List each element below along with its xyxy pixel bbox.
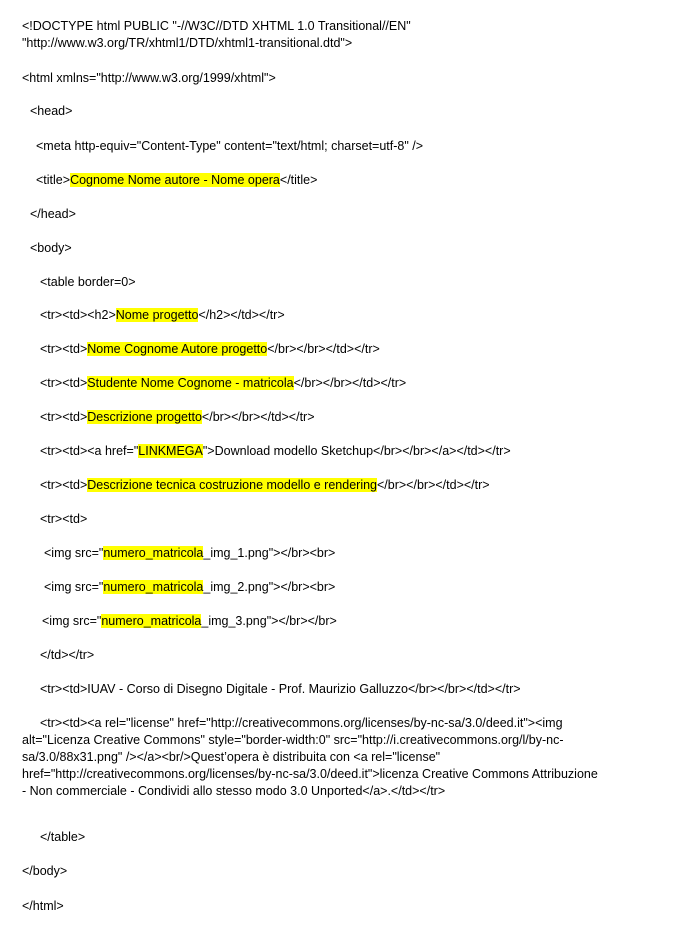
code-text: <tr><td> — [40, 342, 88, 356]
code-text: </br></br></td></tr> — [267, 342, 380, 356]
code-text: </h2></td></tr> — [198, 308, 285, 322]
code-line — [36, 172, 317, 188]
code-line — [40, 715, 563, 731]
code-line — [30, 240, 72, 256]
code-text: <tr><td> — [40, 376, 88, 390]
code-text: </html> — [22, 899, 64, 913]
code-line — [22, 783, 445, 799]
code-text: <tr><td><h2> — [40, 308, 116, 322]
code-text: <img src=" — [42, 614, 102, 628]
highlighted-text: Nome Cognome Autore progetto — [87, 342, 268, 356]
code-line — [40, 681, 521, 697]
code-text: <tr><td><a href=" — [40, 444, 139, 458]
code-text: _img_2.png"></br><br> — [203, 580, 336, 594]
code-text: <tr><td><a rel="license" href="http://creativecommons.org/licenses/by-nc-sa/3.0/deed.it"><img — [40, 716, 563, 730]
code-text: </td></tr> — [40, 648, 95, 662]
code-text: </br></br></td></tr> — [293, 376, 407, 390]
code-text: <head> — [30, 104, 73, 118]
highlighted-text: Cognome Nome autore - Nome opera — [70, 173, 280, 187]
code-text: </head> — [30, 207, 76, 221]
code-text: "http://www.w3.org/TR/xhtml1/DTD/xhtml1-transitional.dtd"> — [22, 36, 353, 50]
code-line — [40, 647, 94, 663]
code-line — [22, 749, 440, 765]
code-line — [30, 103, 72, 119]
code-line — [40, 341, 380, 357]
code-text: <meta http-equiv="Content-Type" content="text/html; charset=utf-8" /> — [36, 139, 424, 153]
code-line — [22, 863, 67, 879]
code-text: <img src=" — [44, 580, 104, 594]
code-text: <html xmlns="http://www.w3.org/1999/xhtml"> — [22, 71, 276, 85]
code-line — [22, 35, 352, 51]
code-text: <table border=0> — [40, 275, 136, 289]
code-text: <tr><td> — [40, 512, 88, 526]
code-line — [40, 511, 87, 527]
code-text: <img src=" — [44, 546, 104, 560]
code-line — [36, 138, 423, 154]
highlighted-text: Nome progetto — [115, 308, 199, 322]
code-text: _img_3.png"></br></br> — [201, 614, 337, 628]
code-text: <tr><td>IUAV - Corso di Disegno Digitale - Prof. Maurizio Galluzzo</br></br></td></tr> — [40, 682, 521, 696]
code-line — [40, 477, 490, 493]
code-text: </table> — [40, 830, 86, 844]
code-line — [40, 443, 511, 459]
code-line — [30, 206, 76, 222]
code-line — [40, 307, 285, 323]
code-line — [40, 274, 136, 290]
code-line — [22, 70, 276, 86]
highlighted-text: LINKMEGA — [138, 444, 203, 458]
code-text: - Non commerciale - Condividi allo stesso modo 3.0 Unported</a>.</td></tr> — [22, 784, 446, 798]
code-line — [22, 766, 598, 782]
highlighted-text: Studente Nome Cognome - matricola — [87, 376, 294, 390]
code-line — [40, 409, 315, 425]
highlighted-text: numero_matricola — [103, 580, 204, 594]
highlighted-text: Descrizione tecnica costruzione modello e rendering — [87, 478, 377, 492]
highlighted-text: Descrizione progetto — [87, 410, 202, 424]
code-text: </br></br></td></tr> — [201, 410, 315, 424]
highlighted-text: numero_matricola — [101, 614, 202, 628]
code-text: <tr><td> — [40, 478, 88, 492]
code-text: </body> — [22, 864, 68, 878]
code-text: alt="Licenza Creative Commons" style="border-width:0" src="http://i.creativecommons.org/l/by-nc- — [22, 733, 564, 747]
code-line — [22, 898, 64, 914]
code-text: <!DOCTYPE html PUBLIC "-//W3C//DTD XHTML 1.0 Transitional//EN" — [22, 19, 411, 33]
code-text: <title> — [36, 173, 71, 187]
code-line — [44, 545, 335, 561]
code-line — [40, 829, 85, 845]
code-text: ">Download modello Sketchup</br></br></a></td></tr> — [202, 444, 511, 458]
highlighted-text: numero_matricola — [103, 546, 204, 560]
code-line — [22, 732, 564, 748]
code-text: <body> — [30, 241, 72, 255]
code-text: sa/3.0/88x31.png" /></a><br/>Quest’opera è distribuita con <a rel="license" — [22, 750, 441, 764]
code-text: href="http://creativecommons.org/licenses/by-nc-sa/3.0/deed.it">licenza Creative Commons Attribuzione — [22, 767, 598, 781]
code-line — [42, 613, 337, 629]
code-text: _img_1.png"></br><br> — [203, 546, 336, 560]
code-text: </br></br></td></tr> — [377, 478, 490, 492]
code-line — [44, 579, 335, 595]
code-line — [40, 375, 406, 391]
code-text: </title> — [279, 173, 318, 187]
code-text: <tr><td> — [40, 410, 88, 424]
code-line — [22, 18, 411, 34]
